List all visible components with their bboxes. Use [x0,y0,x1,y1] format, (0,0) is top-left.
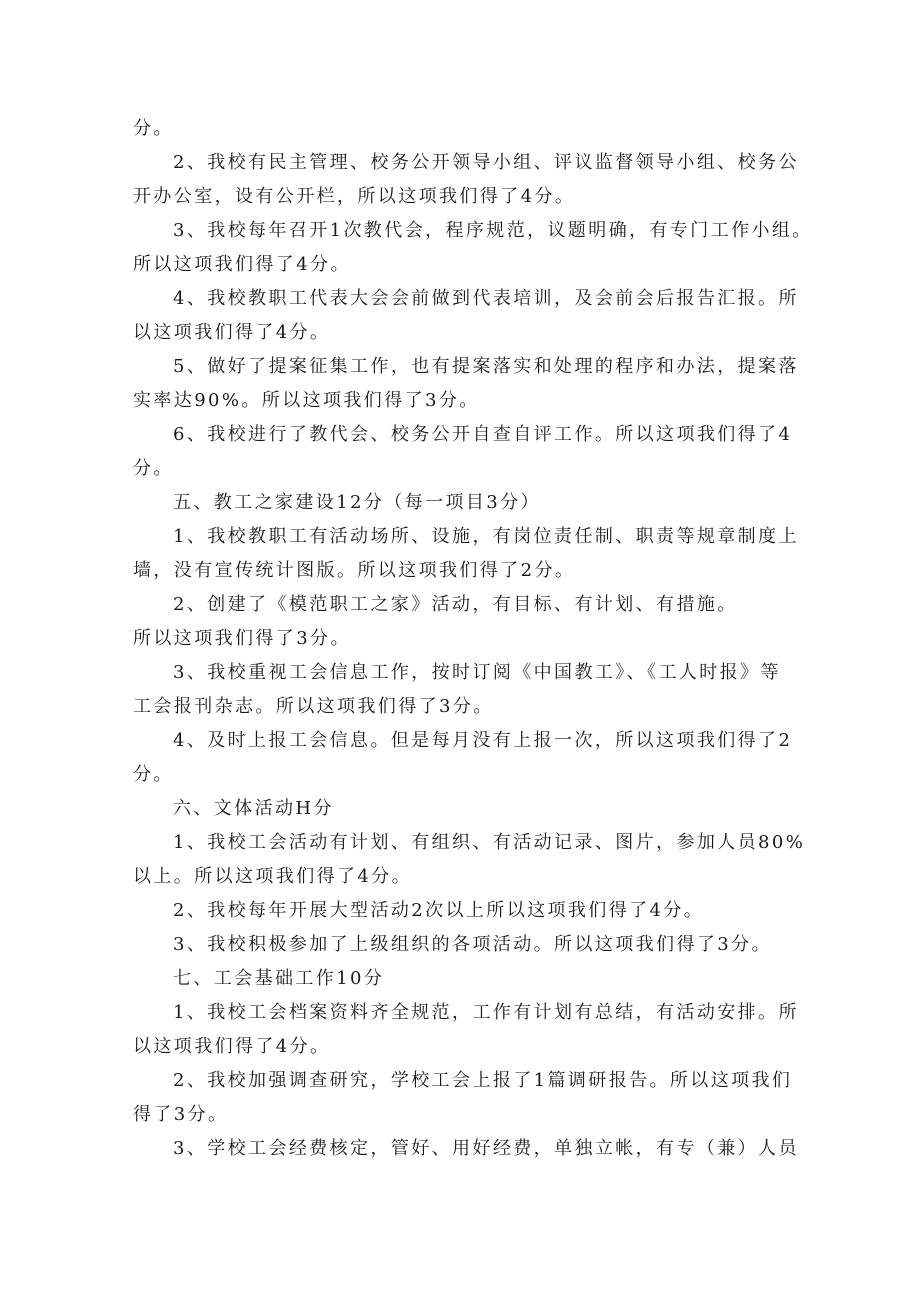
text-line: 开办公室，设有公开栏，所以这项我们得了4分。 [133,186,576,207]
text-line: 6、我校进行了教代会、校务公开自查自评工作。所以这项我们得了4 [173,424,793,445]
text-line: 七、工会基础工作10分 [173,968,385,989]
document-body [133,112,813,1166]
text-line: 分。 [133,118,174,139]
text-line: 分。 [133,458,174,479]
text-line: 5、做好了提案征集工作，也有提案落实和处理的程序和办法，提案落 [173,356,799,377]
text-line: 墙，没有宣传统计图版。所以这项我们得了2分。 [133,560,576,581]
text-line: 以上。所以这项我们得了4分。 [133,866,413,887]
text-line: 1、我校工会活动有计划、有组织、有活动记录、图片，参加人员80% [173,832,806,853]
text-line: 3、我校积极参加了上级组织的各项活动。所以这项我们得了3分。 [173,934,772,955]
text-line: 2、我校加强调查研究，学校工会上报了1篇调研报告。所以这项我们 [173,1070,793,1091]
text-line: 1、我校工会档案资料齐全规范，工作有计划有总结，有活动安排。所 [173,1002,799,1023]
text-line: 4、我校教职工代表大会会前做到代表培训，及会前会后报告汇报。所 [173,288,799,309]
text-line: 六、文体活动H分 [173,798,334,819]
text-line: 以这项我们得了4分。 [133,322,331,343]
text-line: 实率达90%。所以这项我们得了3分。 [133,390,480,411]
text-line: 2、我校每年开展大型活动2次以上所以这项我们得了4分。 [173,900,705,921]
text-line: 得了3分。 [133,1104,229,1125]
text-line: 所以这项我们得了4分。 [133,254,351,275]
text-line: 工会报刊杂志。所以这项我们得了3分。 [133,696,494,717]
text-line: 以这项我们得了4分。 [133,1036,331,1057]
text-line: 3、我校每年召开1次教代会，程序规范，议题明确，有专门工作小组。 [173,220,813,241]
text-line: 3、我校重视工会信息工作，按时订阅《中国教工》、《工人时报》等 [173,662,781,683]
text-line: 4、及时上报工会信息。但是每月没有上报一次，所以这项我们得了2 [173,730,793,751]
text-line: 分。 [133,764,174,785]
text-line: 五、教工之家建设12分（每一项目3分） [173,492,541,513]
text-line: 3、学校工会经费核定，管好、用好经费，单独立帐，有专（兼）人员 [173,1138,799,1159]
text-line: 所以这项我们得了3分。 [133,628,351,649]
text-line: 1、我校教职工有活动场所、设施，有岗位责任制、职责等规章制度上 [173,526,799,547]
text-line: 2、创建了《模范职工之家》活动，有目标、有计划、有措施。 [173,594,738,615]
text-line: 2、我校有民主管理、校务公开领导小组、评议监督领导小组、校务公 [173,152,799,173]
